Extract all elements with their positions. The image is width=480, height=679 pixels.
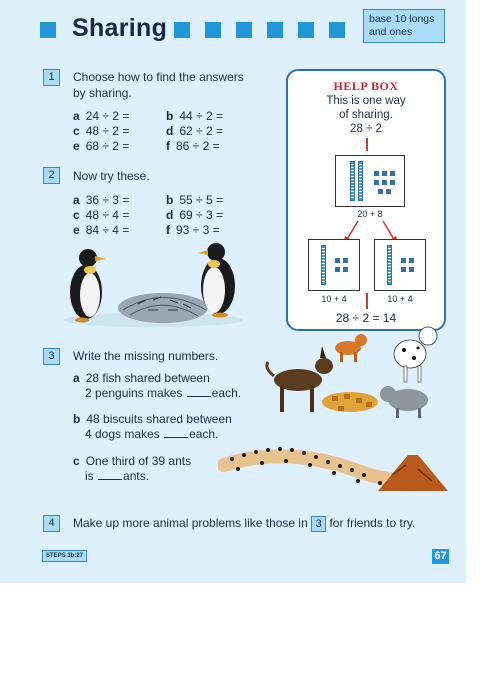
- q2-instruction: Now try these.: [73, 169, 150, 183]
- answer-blank: [187, 396, 211, 397]
- q4-text: Make up more animal problems like those in 3 for friends to try.: [73, 516, 416, 530]
- question-number: 1: [43, 69, 60, 86]
- help-box: [286, 69, 446, 331]
- page-title: Sharing: [72, 14, 168, 42]
- header-square: [329, 22, 345, 38]
- question-ref-badge: 3: [311, 516, 326, 532]
- unit-cube: [343, 258, 348, 263]
- base10-model-28: [335, 155, 405, 207]
- topic-line: and ones: [369, 26, 413, 38]
- fish-pile-icon: [118, 293, 208, 323]
- page-number: 67: [432, 549, 449, 564]
- base10-model-14-right: [374, 239, 426, 291]
- help-box-problem: 28 ÷ 2: [350, 123, 382, 135]
- answer-blank: [164, 437, 188, 438]
- unit-cube: [409, 258, 414, 263]
- q2-item-e: e 84 ÷ 4 =: [73, 223, 130, 237]
- ten-long: [358, 161, 363, 201]
- q2-item-c: c 48 ÷ 4 =: [73, 208, 130, 222]
- q2-item-a: a 36 ÷ 3 =: [73, 193, 130, 207]
- penguins-fish-illustration: [58, 240, 248, 330]
- help-box-text: This is one way: [326, 95, 406, 107]
- unit-cube: [335, 267, 340, 272]
- right-label: 10 + 4: [387, 294, 413, 304]
- unit-cube: [374, 171, 379, 176]
- ten-long: [321, 245, 326, 285]
- penguin-left-icon: [70, 249, 106, 323]
- unit-cube: [382, 180, 387, 185]
- unit-cube: [335, 258, 340, 263]
- ten-long: [350, 161, 355, 201]
- biscuit-pile-icon: [322, 392, 378, 412]
- q1-item-c: c 48 ÷ 2 =: [73, 124, 130, 138]
- arrow-down-icon: [366, 293, 368, 309]
- steps-reference: STEPS 3b:27: [42, 550, 87, 562]
- split-label: 20 + 8: [357, 209, 383, 219]
- q3-a-line1: a 28 fish shared between: [73, 371, 210, 385]
- header-square: [298, 22, 314, 38]
- q1-item-d: d 62 ÷ 2 =: [166, 124, 223, 138]
- arrow-down-icon: [366, 138, 368, 151]
- q1-item-a: a 24 ÷ 2 =: [73, 109, 130, 123]
- help-box-title: HELP BOX: [333, 79, 399, 93]
- q3-c-line1: c One third of 39 ants: [73, 454, 192, 468]
- q1-instruction: by sharing.: [73, 86, 132, 100]
- q2-item-d: d 69 ÷ 3 =: [166, 208, 223, 222]
- question-number: 2: [43, 167, 60, 184]
- topic-badge: [363, 9, 445, 43]
- q1-instruction: Choose how to find the answers: [73, 70, 244, 84]
- topic-line: base 10 longs: [369, 13, 435, 25]
- header-square: [40, 22, 56, 38]
- unit-cube: [390, 180, 395, 185]
- header-square: [205, 22, 221, 38]
- header-square: [174, 22, 190, 38]
- unit-cube: [401, 258, 406, 263]
- q2-item-f: f 93 ÷ 3 =: [166, 223, 220, 237]
- q3-b-line2: 4 dogs makes each.: [85, 427, 219, 441]
- q2-item-b: b 55 ÷ 5 =: [166, 193, 223, 207]
- unit-cube: [409, 267, 414, 272]
- unit-cube: [401, 267, 406, 272]
- q3-b-line1: b 48 biscuits shared between: [73, 412, 232, 426]
- dogs-biscuits-illustration: [258, 318, 444, 424]
- q1-item-f: f 86 ÷ 2 =: [166, 139, 220, 153]
- base10-model-14-left: [308, 239, 360, 291]
- answer-blank: [98, 479, 122, 480]
- unit-cube: [390, 171, 395, 176]
- question-number: 4: [43, 515, 60, 532]
- header-square: [267, 22, 283, 38]
- q1-item-e: e 68 ÷ 2 =: [73, 139, 130, 153]
- dalmatian-icon: [394, 327, 437, 382]
- q1-item-b: b 44 ÷ 2 =: [166, 109, 223, 123]
- ants-illustration: [218, 435, 454, 499]
- unit-cube: [343, 267, 348, 272]
- unit-cube: [374, 180, 379, 185]
- unit-cube: [386, 189, 391, 194]
- dog-small-icon: [335, 334, 367, 362]
- unit-cube: [382, 171, 387, 176]
- ten-long: [387, 245, 392, 285]
- q3-a-line2: 2 penguins makes each.: [85, 386, 242, 400]
- left-label: 10 + 4: [321, 294, 347, 304]
- question-number: 3: [43, 348, 60, 365]
- q3-instruction: Write the missing numbers.: [73, 349, 219, 363]
- q3-c-line2: is ants.: [85, 469, 150, 483]
- unit-cube: [378, 189, 383, 194]
- help-box-result: 28 ÷ 2 = 14: [335, 311, 397, 325]
- header-square: [236, 22, 252, 38]
- help-box-text: of sharing.: [339, 109, 393, 121]
- dog-grey-icon: [380, 386, 428, 418]
